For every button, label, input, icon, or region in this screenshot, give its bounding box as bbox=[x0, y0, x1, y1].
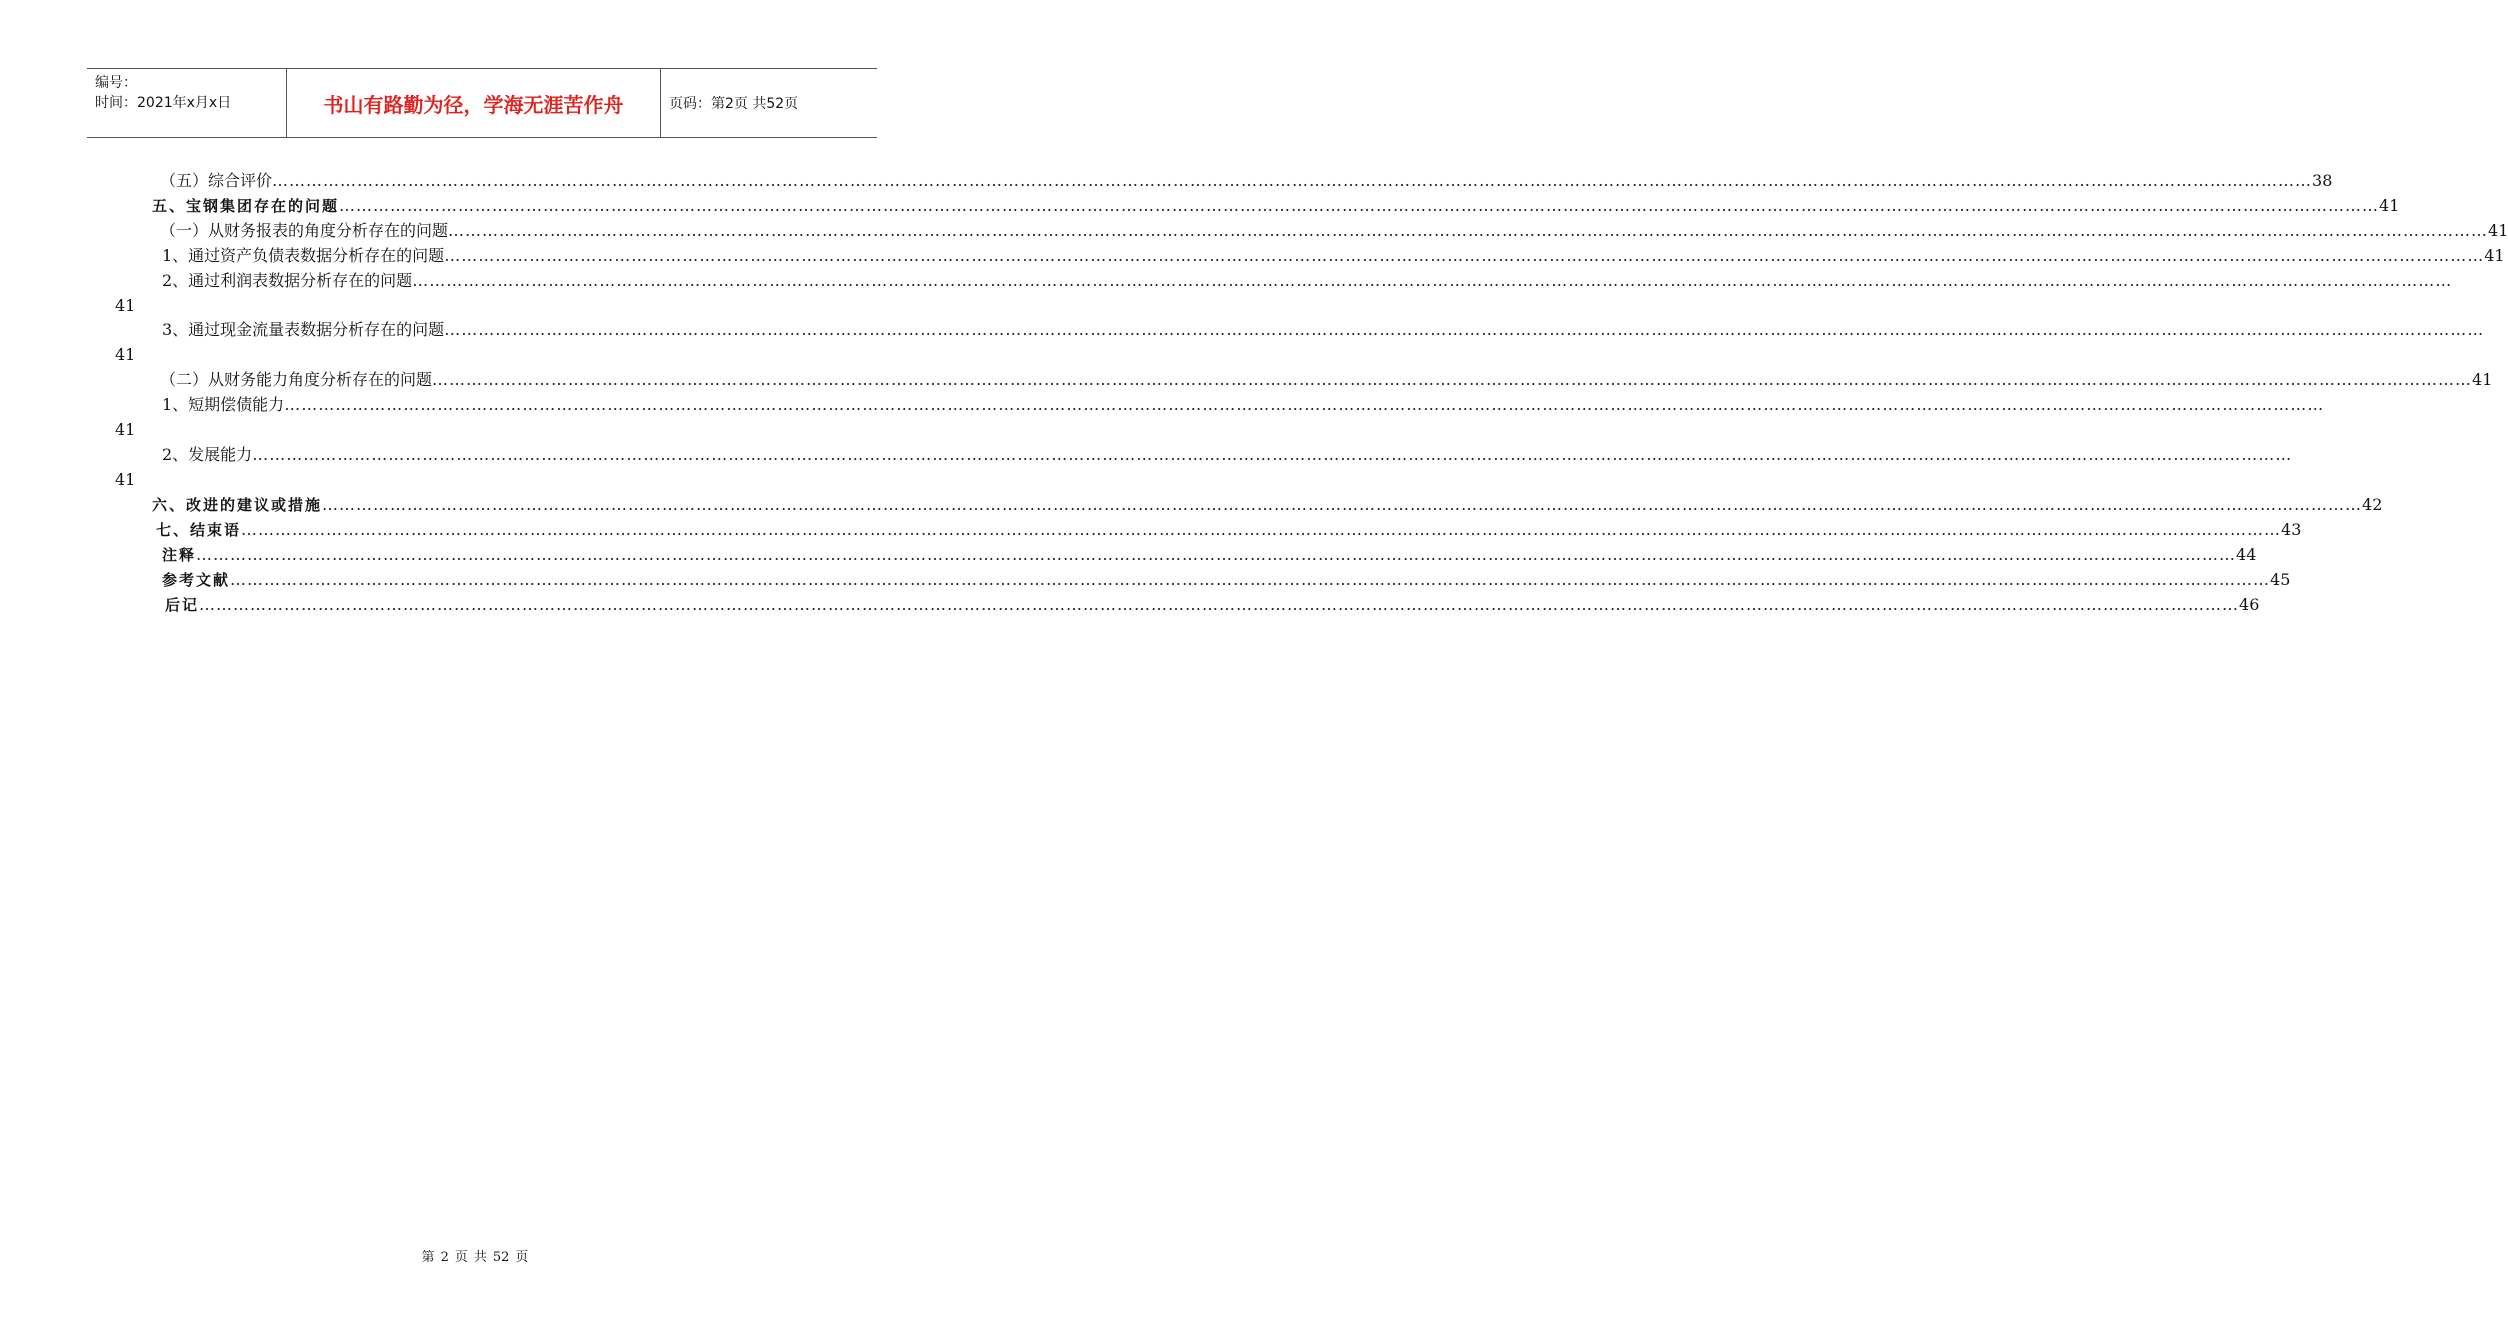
toc-leader: ……………………………………………………………………………………………………………………………………………………………………………………………………………………………………………………………………………………………………………………………… bbox=[284, 395, 2325, 414]
toc-label: 1、短期偿债能力 bbox=[162, 395, 285, 414]
toc-leader: ……………………………………………………………………………………………………………………………………………………………………………………………………………………………………………………………………………………………………………………………… bbox=[199, 595, 2240, 614]
header-page-info: 页码：第2页 共52页 bbox=[669, 96, 799, 112]
toc-entry[interactable] bbox=[152, 494, 2383, 516]
toc-leader: ……………………………………………………………………………………………………………………………………………………………………………………………………………………………………………………………………………………………………………………………… bbox=[448, 221, 2489, 240]
footer-gong: 共 bbox=[473, 1250, 487, 1265]
toc-entry[interactable] bbox=[162, 444, 2293, 466]
toc-label: 后记 bbox=[165, 596, 200, 614]
toc-label: 参考文献 bbox=[162, 571, 231, 589]
toc-entry[interactable] bbox=[162, 270, 2453, 292]
footer-di: 第 bbox=[421, 1250, 435, 1265]
toc-leader: ……………………………………………………………………………………………………………………………………………………………………………………………………………………………………………………………………………………………………………………………… bbox=[432, 370, 2473, 389]
footer-total-pages: 52 bbox=[492, 1250, 510, 1265]
toc-leader: ……………………………………………………………………………………………………………………………………………………………………………………………………………………………………………………………………………………………………………………………… bbox=[272, 171, 2313, 190]
toc-label: 2、发展能力 bbox=[162, 445, 253, 464]
toc-leader: ……………………………………………………………………………………………………………………………………………………………………………………………………………………………………………………………………………………………………………………………… bbox=[196, 545, 2237, 564]
toc-entry[interactable] bbox=[162, 569, 2291, 591]
page-footer bbox=[0, 1246, 950, 1265]
toc-entry[interactable] bbox=[160, 170, 2333, 192]
toc-page: 41 bbox=[115, 420, 136, 439]
toc-entry[interactable] bbox=[160, 369, 2493, 391]
toc-leader: ……………………………………………………………………………………………………………………………………………………………………………………………………………………………………………………………………………………………………………………………… bbox=[241, 520, 2282, 539]
page-header bbox=[87, 68, 877, 138]
toc-label: 七、结束语 bbox=[156, 521, 242, 539]
header-motto: 书山有路勤为径，学海无涯苦作舟 bbox=[287, 69, 661, 137]
toc-leader: ……………………………………………………………………………………………………………………………………………………………………………………………………………………………………………………………………………………………………………………………… bbox=[322, 495, 2363, 514]
toc-page: 45 bbox=[2270, 570, 2291, 589]
toc-entry[interactable] bbox=[162, 544, 2257, 566]
toc-leader: ……………………………………………………………………………………………………………………………………………………………………………………………………………………………………………………………………………………………………………………………… bbox=[252, 445, 2293, 464]
toc-leader: ……………………………………………………………………………………………………………………………………………………………………………………………………………………………………………………………………………………………………………………………… bbox=[339, 196, 2380, 215]
footer-ye2: 页 bbox=[515, 1250, 529, 1265]
toc-label: 2、通过利润表数据分析存在的问题 bbox=[162, 271, 413, 290]
toc-leader: ……………………………………………………………………………………………………………………………………………………………………………………………………………………………………………………………………………………………………………………………… bbox=[444, 246, 2485, 265]
toc-page: 41 bbox=[2379, 196, 2400, 215]
toc-page: 41 bbox=[2472, 370, 2493, 389]
header-meta bbox=[87, 69, 287, 137]
time-label: 时间：2021年x月x日 bbox=[95, 95, 232, 111]
toc-entry[interactable] bbox=[156, 519, 2302, 541]
toc-page: 42 bbox=[2362, 495, 2383, 514]
toc-page: 41 bbox=[2488, 221, 2508, 240]
toc-label: （二）从财务能力角度分析存在的问题 bbox=[160, 370, 433, 389]
toc-label: 1、通过资产负债表数据分析存在的问题 bbox=[162, 246, 445, 265]
toc-label: 六、改进的建议或措施 bbox=[152, 496, 323, 514]
footer-current-page: 2 bbox=[440, 1250, 449, 1265]
toc-entry[interactable] bbox=[162, 245, 2505, 267]
number-label: 编号： bbox=[95, 75, 137, 91]
toc-label: （一）从财务报表的角度分析存在的问题 bbox=[160, 221, 449, 240]
toc-leader: ……………………………………………………………………………………………………………………………………………………………………………………………………………………………………………………………………………………………………………………………… bbox=[412, 271, 2453, 290]
toc-page: 41 bbox=[115, 345, 136, 364]
toc-page: 41 bbox=[115, 296, 136, 315]
toc-entry[interactable] bbox=[152, 195, 2400, 217]
toc-label: 3、通过现金流量表数据分析存在的问题 bbox=[162, 320, 445, 339]
toc-entry[interactable] bbox=[162, 319, 2485, 341]
toc-entry[interactable] bbox=[165, 594, 2260, 616]
toc-page: 41 bbox=[115, 470, 136, 489]
toc-page: 43 bbox=[2281, 520, 2302, 539]
toc-entry[interactable] bbox=[160, 220, 2508, 242]
toc-page: 38 bbox=[2312, 171, 2333, 190]
toc-entry[interactable] bbox=[162, 394, 2325, 416]
toc-label: 注释 bbox=[162, 546, 197, 564]
toc-page: 44 bbox=[2236, 545, 2257, 564]
toc-page: 46 bbox=[2239, 595, 2260, 614]
footer-ye: 页 bbox=[454, 1250, 468, 1265]
toc-page: 41 bbox=[2484, 246, 2505, 265]
toc-label: （五）综合评价 bbox=[160, 171, 273, 190]
toc-label: 五、宝钢集团存在的问题 bbox=[152, 197, 340, 215]
toc-leader: ……………………………………………………………………………………………………………………………………………………………………………………………………………………………………………………………………………………………………………………………… bbox=[230, 570, 2271, 589]
toc-leader: ……………………………………………………………………………………………………………………………………………………………………………………………………………………………………………………………………………………………………………………………… bbox=[444, 320, 2485, 339]
